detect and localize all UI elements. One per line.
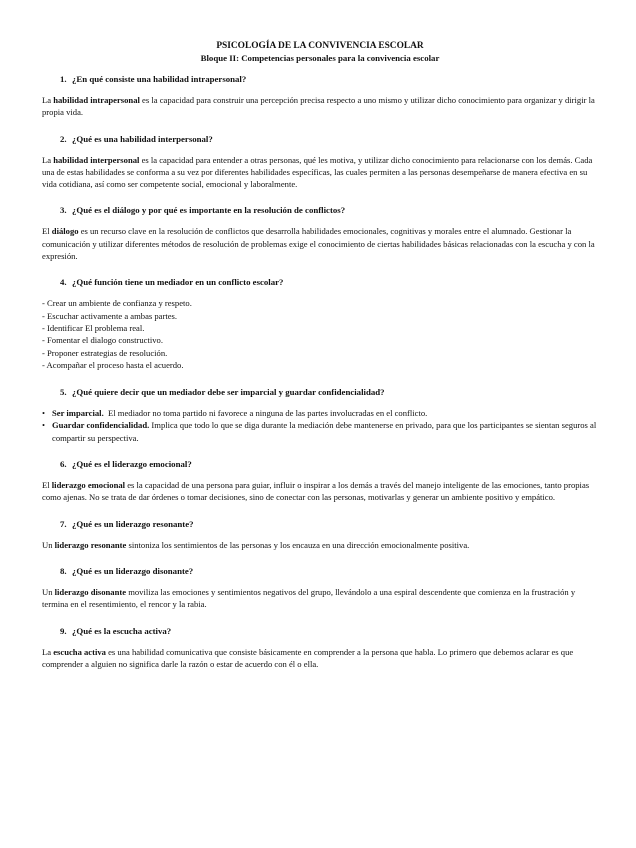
- answer-prefix: El: [42, 226, 52, 237]
- question-text: ¿Qué es un liderazgo disonante?: [72, 565, 194, 576]
- document-page: [42, 40, 598, 684]
- list-item-text: El mediador no toma partido ni favorece a ninguna de las partes involucradas en el conflicto.: [103, 408, 428, 419]
- key-term: escucha activa: [53, 646, 106, 657]
- question-heading-1: [60, 73, 598, 85]
- question-heading-4: [60, 276, 598, 288]
- list-item: [42, 407, 598, 419]
- list-item: - Crear un ambiente de confianza y respeto.: [42, 297, 598, 309]
- question-text: ¿En qué consiste una habilidad intrapersonal?: [72, 74, 247, 84]
- answer-prefix: La: [42, 646, 54, 657]
- key-term: diálogo: [51, 226, 79, 237]
- list-item: - Acompañar el proceso hasta el acuerdo.: [42, 359, 598, 371]
- list-item-text: Implica que todo lo que se diga durante la mediación debe mantenerse en privado, para que los participantes se sientan seguros al compartir su perspectiva.: [52, 420, 597, 443]
- answer-body: es la capacidad para construir una percepción precisa respecto a uno mismo y utilizar dicho conocimiento para organizar y dirigir la propia vida.: [42, 95, 595, 118]
- question-number: 6.: [60, 459, 67, 470]
- mediator-principles-list: [42, 407, 598, 444]
- answer-body: es un recurso clave en la resolución de conflictos que desarrolla habilidades emocionales, cognitivas y morales entre el alumnado. Gestionar la comunicación y utilizar diferentes métodos de resolución de problemas exige el conocimiento de ciertas habilidades básicas relacionadas con la escucha y con la expresión.: [42, 226, 595, 262]
- answer-body: moviliza las emociones y sentimientos negativos del grupo, llevándolo a una espiral descendente que comienza en la frustración y termina en el resentimiento, el rencor y la rabia.: [42, 586, 576, 610]
- answer-paragraph-3: [42, 225, 598, 262]
- question-text: ¿Qué es un liderazgo resonante?: [72, 518, 194, 529]
- question-heading-9: [60, 625, 598, 637]
- mediator-functions-list: [42, 297, 598, 371]
- question-number: 1.: [60, 74, 67, 84]
- answer-paragraph-7: [42, 539, 598, 551]
- question-number: 4.: [60, 277, 67, 288]
- question-number: 7.: [60, 518, 67, 529]
- question-number: 2.: [60, 133, 67, 144]
- answer-prefix: Un: [42, 539, 55, 550]
- answer-paragraph-2: [42, 154, 598, 191]
- document-subtitle: Bloque II: Competencias personales para la convivencia escolar: [200, 53, 440, 63]
- question-heading-2: [60, 133, 598, 145]
- answer-paragraph-8: [42, 586, 598, 611]
- list-item: - Escuchar activamente a ambas partes.: [42, 310, 598, 322]
- question-heading-5: [60, 386, 598, 398]
- question-number: 8.: [60, 565, 67, 576]
- question-heading-7: [60, 518, 598, 530]
- answer-prefix: La: [42, 154, 54, 165]
- question-text: ¿Qué es una habilidad interpersonal?: [72, 133, 213, 144]
- key-term: liderazgo resonante: [54, 539, 127, 550]
- question-number: 5.: [60, 387, 67, 398]
- answer-prefix: La: [42, 95, 54, 105]
- question-heading-8: [60, 565, 598, 577]
- answer-paragraph-6: [42, 479, 598, 504]
- answer-body: es la capacidad de una persona para guiar, influir o inspirar a los demás a través del manejo inteligente de las emociones, tanto propias como ajenas. No se trata de dar órdenes o tomar decisiones, sino de conectar con las personas, motivarlas y generar un ambiente positivo y empático.: [42, 480, 590, 503]
- question-text: ¿Qué quiere decir que un mediador debe ser imparcial y guardar confidencialidad?: [72, 387, 385, 398]
- question-text: ¿Qué es la escucha activa?: [72, 625, 172, 636]
- question-number: 9.: [60, 625, 67, 636]
- question-number: 3.: [60, 205, 67, 216]
- key-term: Ser imparcial.: [52, 408, 104, 419]
- answer-prefix: El: [42, 480, 52, 491]
- list-item: - Identificar El problema real.: [42, 322, 598, 334]
- list-item: - Fomentar el dialogo constructivo.: [42, 334, 598, 346]
- answer-body: sintoniza los sentimientos de las personas y los encauza en una dirección emocionalmente positiva.: [126, 539, 470, 550]
- key-term: liderazgo emocional: [51, 480, 126, 491]
- question-text: ¿Qué es el liderazgo emocional?: [72, 459, 192, 470]
- answer-body: es la capacidad para entender a otras personas, qué les motiva, y utilizar dicho conocimiento para relacionarse con los demás. Cada una de estas habilidades se conforma a su vez por diferentes habilidades específicas, las cuales permiten a las personas desempeñarse de manera efectiva en su vida cotidiana, así como ser competente social, emocional y laboralmente.: [42, 154, 593, 190]
- question-heading-6: [60, 458, 598, 470]
- question-heading-3: [60, 204, 598, 216]
- key-term: Guardar confidencialidad.: [52, 420, 150, 431]
- question-text: ¿Qué función tiene un mediador en un conflicto escolar?: [72, 277, 284, 288]
- question-text: ¿Qué es el diálogo y por qué es importante en la resolución de conflictos?: [72, 205, 346, 216]
- key-term: liderazgo disonante: [54, 586, 127, 597]
- key-term: habilidad interpersonal: [53, 154, 140, 165]
- document-title: PSICOLOGÍA DE LA CONVIVENCIA ESCOLAR: [216, 41, 424, 51]
- answer-prefix: Un: [42, 586, 55, 597]
- list-item: [42, 419, 598, 444]
- answer-paragraph-1: [42, 94, 598, 119]
- list-item: - Proponer estrategias de resolución.: [42, 347, 598, 359]
- key-term: habilidad intrapersonal: [53, 95, 140, 105]
- answer-body: es una habilidad comunicativa que consiste básicamente en comprender a la persona que habla. Lo primero que debemos aclarar es que comprender a alguien no significa darle la razón o estar de acuerdo con él o ella.: [42, 646, 574, 669]
- answer-paragraph-9: [42, 646, 598, 671]
